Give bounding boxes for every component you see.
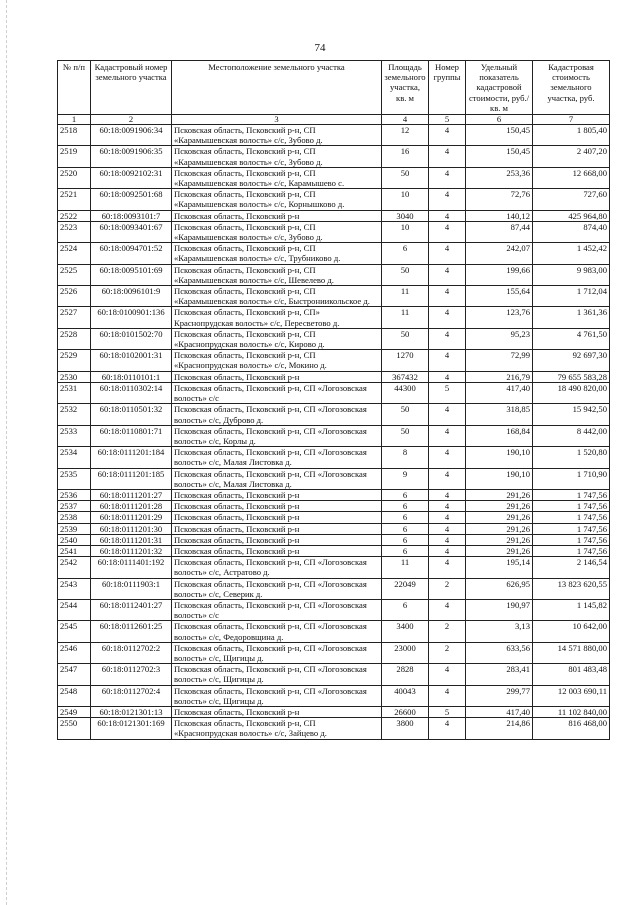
specific-value-cell: 190,10 xyxy=(466,447,533,468)
table-row xyxy=(58,350,610,371)
row-number-cell: 2526 xyxy=(58,286,91,307)
group-number-cell: 5 xyxy=(429,382,466,403)
specific-value-cell: 72,99 xyxy=(466,350,533,371)
specific-value-cell: 168,84 xyxy=(466,425,533,446)
area-cell: 26600 xyxy=(382,706,429,717)
row-number-cell: 2545 xyxy=(58,621,91,642)
header-row xyxy=(58,61,610,115)
cadastral-number-cell: 60:18:0111201:29 xyxy=(91,512,172,523)
cadastral-cost-cell: 12 003 690,11 xyxy=(533,685,610,706)
area-cell: 11 xyxy=(382,557,429,578)
row-number-cell: 2528 xyxy=(58,328,91,349)
specific-value-cell: 633,56 xyxy=(466,642,533,663)
cadastral-cost-cell: 1 747,56 xyxy=(533,501,610,512)
area-cell: 6 xyxy=(382,243,429,264)
row-number-cell: 2541 xyxy=(58,545,91,556)
row-number-cell: 2542 xyxy=(58,557,91,578)
cadastral-cost-cell: 874,40 xyxy=(533,221,610,242)
row-number-cell: 2530 xyxy=(58,371,91,382)
cadastral-number-cell: 60:18:0112601:25 xyxy=(91,621,172,642)
specific-value-cell: 291,26 xyxy=(466,523,533,534)
table-row xyxy=(58,501,610,512)
row-number-cell: 2549 xyxy=(58,706,91,717)
location-cell: Псковская область, Псковский р-н, СП «Карамышевская волость» с/с, Зубово д. xyxy=(172,146,382,167)
area-cell: 3040 xyxy=(382,210,429,221)
table-row xyxy=(58,167,610,188)
cadastral-cost-cell: 92 697,30 xyxy=(533,350,610,371)
cadastral-number-cell: 60:18:0102001:31 xyxy=(91,350,172,371)
cadastral-cost-cell: 1 747,56 xyxy=(533,523,610,534)
group-number-cell: 4 xyxy=(429,718,466,739)
cadastral-number-cell: 60:18:0111201:28 xyxy=(91,501,172,512)
location-cell: Псковская область, Псковский р-н, СП «Логозовская волость» с/с, Дуброво д. xyxy=(172,404,382,425)
location-cell: Псковская область, Псковский р-н, СП «Логозовская волость» с/с, Щигицы д. xyxy=(172,642,382,663)
row-number-cell: 2533 xyxy=(58,425,91,446)
group-number-cell: 4 xyxy=(429,167,466,188)
cadastral-cost-cell: 18 490 820,00 xyxy=(533,382,610,403)
specific-value-cell: 190,10 xyxy=(466,468,533,489)
cadastral-number-cell: 60:18:0110101:1 xyxy=(91,371,172,382)
area-cell: 16 xyxy=(382,146,429,167)
table-row xyxy=(58,382,610,403)
column-number: 2 xyxy=(91,115,172,125)
table-row xyxy=(58,468,610,489)
specific-value-cell: 190,97 xyxy=(466,599,533,620)
group-number-cell: 4 xyxy=(429,534,466,545)
specific-value-cell: 150,45 xyxy=(466,146,533,167)
table-row xyxy=(58,685,610,706)
location-cell: Псковская область, Псковский р-н, СП «Логозовская волость» с/с, Северик д. xyxy=(172,578,382,599)
cadastral-cost-cell: 425 964,80 xyxy=(533,210,610,221)
specific-value-cell: 626,95 xyxy=(466,578,533,599)
location-cell: Псковская область, Псковский р-н xyxy=(172,545,382,556)
location-cell: Псковская область, Псковский р-н xyxy=(172,512,382,523)
area-cell: 50 xyxy=(382,167,429,188)
group-number-cell: 4 xyxy=(429,447,466,468)
group-number-cell: 4 xyxy=(429,512,466,523)
table-row xyxy=(58,307,610,328)
cadastral-number-cell: 60:18:0091906:35 xyxy=(91,146,172,167)
area-cell: 40043 xyxy=(382,685,429,706)
cadastral-number-cell: 60:18:0094701:52 xyxy=(91,243,172,264)
table-row xyxy=(58,718,610,739)
table-row xyxy=(58,642,610,663)
area-cell: 6 xyxy=(382,599,429,620)
location-cell: Псковская область, Псковский р-н, СП «Краснопрудская волость» с/с, Зайцево д. xyxy=(172,718,382,739)
location-cell: Псковская область, Псковский р-н, СП «Логозовская волость» с/с, Щигицы д. xyxy=(172,685,382,706)
area-cell: 50 xyxy=(382,264,429,285)
cadastral-number-cell: 60:18:0112702:2 xyxy=(91,642,172,663)
specific-value-cell: 318,85 xyxy=(466,404,533,425)
scan-edge-line xyxy=(6,0,7,905)
cadastral-cost-cell: 1 710,90 xyxy=(533,468,610,489)
location-cell: Псковская область, Псковский р-н, СП «Логозовская волость» с/с xyxy=(172,599,382,620)
cadastral-number-cell: 60:18:0092102:31 xyxy=(91,167,172,188)
header-cadastral-cost: Кадастровая стоимость земельного участка, руб. xyxy=(533,61,610,115)
cadastral-cost-cell: 8 442,00 xyxy=(533,425,610,446)
column-number: 6 xyxy=(466,115,533,125)
cadastral-cost-cell: 1 747,56 xyxy=(533,545,610,556)
table-row xyxy=(58,210,610,221)
location-cell: Псковская область, Псковский р-н, СП «Карамышевская волость» с/с, Карамышево с. xyxy=(172,167,382,188)
area-cell: 50 xyxy=(382,328,429,349)
table-row xyxy=(58,328,610,349)
specific-value-cell: 242,07 xyxy=(466,243,533,264)
group-number-cell: 4 xyxy=(429,545,466,556)
specific-value-cell: 291,26 xyxy=(466,534,533,545)
group-number-cell: 4 xyxy=(429,307,466,328)
area-cell: 23000 xyxy=(382,642,429,663)
area-cell: 11 xyxy=(382,307,429,328)
location-cell: Псковская область, Псковский р-н, СП» Краснопрудская волость» с/с, Пересветово д. xyxy=(172,307,382,328)
table-row xyxy=(58,221,610,242)
area-cell: 6 xyxy=(382,489,429,500)
table-row xyxy=(58,534,610,545)
header-cadastral-number: Кадастровый номер земельного участка xyxy=(91,61,172,115)
specific-value-cell: 417,40 xyxy=(466,382,533,403)
location-cell: Псковская область, Псковский р-н, СП «Логозовская волость» с/с, Малая Листовка д. xyxy=(172,468,382,489)
cadastral-number-cell: 60:18:0096101:9 xyxy=(91,286,172,307)
group-number-cell: 4 xyxy=(429,599,466,620)
cadastral-number-cell: 60:18:0091906:34 xyxy=(91,125,172,146)
group-number-cell: 4 xyxy=(429,371,466,382)
cadastral-cost-cell: 2 146,54 xyxy=(533,557,610,578)
table-row xyxy=(58,125,610,146)
column-number: 1 xyxy=(58,115,91,125)
area-cell: 367432 xyxy=(382,371,429,382)
specific-value-cell: 95,23 xyxy=(466,328,533,349)
cadastral-number-cell: 60:18:0112401:27 xyxy=(91,599,172,620)
location-cell: Псковская область, Псковский р-н xyxy=(172,706,382,717)
table-row xyxy=(58,557,610,578)
table-row xyxy=(58,425,610,446)
header-no: № п/п xyxy=(58,61,91,115)
row-number-cell: 2527 xyxy=(58,307,91,328)
cadastral-cost-cell: 1 145,82 xyxy=(533,599,610,620)
specific-value-cell: 283,41 xyxy=(466,664,533,685)
cadastral-cost-cell: 11 102 840,00 xyxy=(533,706,610,717)
cadastral-number-cell: 60:18:0110501:32 xyxy=(91,404,172,425)
specific-value-cell: 214,86 xyxy=(466,718,533,739)
table-body xyxy=(58,125,610,740)
cadastral-number-cell: 60:18:0100901:136 xyxy=(91,307,172,328)
header-group: Номер группы xyxy=(429,61,466,115)
cadastral-cost-cell: 816 468,00 xyxy=(533,718,610,739)
cadastral-cost-cell: 1 520,80 xyxy=(533,447,610,468)
location-cell: Псковская область, Псковский р-н, СП «Карамышевская волость» с/с, Зубово д. xyxy=(172,221,382,242)
row-number-cell: 2529 xyxy=(58,350,91,371)
table-row xyxy=(58,706,610,717)
cadastral-cost-cell: 727,60 xyxy=(533,189,610,210)
row-number-cell: 2524 xyxy=(58,243,91,264)
cadastral-cost-cell: 1 361,36 xyxy=(533,307,610,328)
row-number-cell: 2538 xyxy=(58,512,91,523)
group-number-cell: 5 xyxy=(429,706,466,717)
area-cell: 22049 xyxy=(382,578,429,599)
row-number-cell: 2539 xyxy=(58,523,91,534)
location-cell: Псковская область, Псковский р-н, СП «Логозовская волость» с/с, Малая Листовка д. xyxy=(172,447,382,468)
location-cell: Псковская область, Псковский р-н, СП «Карамышевская волость» с/с, Зубово д. xyxy=(172,125,382,146)
area-cell: 2828 xyxy=(382,664,429,685)
group-number-cell: 4 xyxy=(429,189,466,210)
group-number-cell: 2 xyxy=(429,642,466,663)
cadastral-cost-cell: 1 747,56 xyxy=(533,512,610,523)
area-cell: 10 xyxy=(382,221,429,242)
cadastral-value-table xyxy=(57,60,610,740)
row-number-cell: 2536 xyxy=(58,489,91,500)
location-cell: Псковская область, Псковский р-н, СП «Карамышевская волость» с/с, Шевелево д. xyxy=(172,264,382,285)
specific-value-cell: 291,26 xyxy=(466,501,533,512)
cadastral-cost-cell: 1 747,56 xyxy=(533,489,610,500)
cadastral-number-cell: 60:18:0111903:1 xyxy=(91,578,172,599)
location-cell: Псковская область, Псковский р-н xyxy=(172,523,382,534)
cadastral-cost-cell: 12 668,00 xyxy=(533,167,610,188)
cadastral-number-cell: 60:18:0093101:7 xyxy=(91,210,172,221)
group-number-cell: 4 xyxy=(429,210,466,221)
cadastral-cost-cell: 79 655 583,28 xyxy=(533,371,610,382)
area-cell: 12 xyxy=(382,125,429,146)
specific-value-cell: 291,26 xyxy=(466,545,533,556)
header-area: Площадь земельного участка, кв. м xyxy=(382,61,429,115)
cadastral-number-cell: 60:18:0111201:30 xyxy=(91,523,172,534)
cadastral-number-cell: 60:18:0112702:4 xyxy=(91,685,172,706)
cadastral-cost-cell: 1 452,42 xyxy=(533,243,610,264)
area-cell: 50 xyxy=(382,425,429,446)
row-number-cell: 2525 xyxy=(58,264,91,285)
group-number-cell: 4 xyxy=(429,286,466,307)
table-row xyxy=(58,664,610,685)
row-number-cell: 2521 xyxy=(58,189,91,210)
specific-value-cell: 140,12 xyxy=(466,210,533,221)
cadastral-cost-cell: 15 942,50 xyxy=(533,404,610,425)
group-number-cell: 4 xyxy=(429,489,466,500)
table-row xyxy=(58,512,610,523)
group-number-cell: 4 xyxy=(429,664,466,685)
group-number-cell: 4 xyxy=(429,501,466,512)
group-number-cell: 2 xyxy=(429,578,466,599)
specific-value-cell: 291,26 xyxy=(466,512,533,523)
cadastral-number-cell: 60:18:0110302:14 xyxy=(91,382,172,403)
cadastral-number-cell: 60:18:0111201:184 xyxy=(91,447,172,468)
location-cell: Псковская область, Псковский р-н xyxy=(172,371,382,382)
area-cell: 3800 xyxy=(382,718,429,739)
row-number-cell: 2543 xyxy=(58,578,91,599)
cadastral-cost-cell: 4 761,50 xyxy=(533,328,610,349)
cadastral-number-cell: 60:18:0111201:31 xyxy=(91,534,172,545)
row-number-cell: 2523 xyxy=(58,221,91,242)
area-cell: 8 xyxy=(382,447,429,468)
row-number-cell: 2520 xyxy=(58,167,91,188)
specific-value-cell: 253,36 xyxy=(466,167,533,188)
specific-value-cell: 123,76 xyxy=(466,307,533,328)
table-row xyxy=(58,286,610,307)
location-cell: Псковская область, Псковский р-н, СП «Логозовская волость» с/с, Корлы д. xyxy=(172,425,382,446)
location-cell: Псковская область, Псковский р-н, СП «Карамышевская волость» с/с, Трубниково д. xyxy=(172,243,382,264)
group-number-cell: 4 xyxy=(429,243,466,264)
cadastral-number-cell: 60:18:0121301:169 xyxy=(91,718,172,739)
cadastral-number-cell: 60:18:0101502:70 xyxy=(91,328,172,349)
location-cell: Псковская область, Псковский р-н xyxy=(172,489,382,500)
cadastral-cost-cell: 1 805,40 xyxy=(533,125,610,146)
table-row xyxy=(58,578,610,599)
specific-value-cell: 299,77 xyxy=(466,685,533,706)
cadastral-cost-cell: 13 823 620,55 xyxy=(533,578,610,599)
specific-value-cell: 3,13 xyxy=(466,621,533,642)
cadastral-cost-cell: 9 983,00 xyxy=(533,264,610,285)
area-cell: 3400 xyxy=(382,621,429,642)
cadastral-cost-cell: 14 571 880,00 xyxy=(533,642,610,663)
table-row xyxy=(58,489,610,500)
cadastral-cost-cell: 10 642,00 xyxy=(533,621,610,642)
specific-value-cell: 199,66 xyxy=(466,264,533,285)
cadastral-number-cell: 60:18:0112702:3 xyxy=(91,664,172,685)
area-cell: 11 xyxy=(382,286,429,307)
area-cell: 1270 xyxy=(382,350,429,371)
area-cell: 9 xyxy=(382,468,429,489)
group-number-cell: 4 xyxy=(429,328,466,349)
group-number-cell: 4 xyxy=(429,523,466,534)
area-cell: 6 xyxy=(382,501,429,512)
row-number-cell: 2519 xyxy=(58,146,91,167)
cadastral-number-cell: 60:18:0111201:32 xyxy=(91,545,172,556)
column-number: 5 xyxy=(429,115,466,125)
area-cell: 6 xyxy=(382,545,429,556)
cadastral-number-cell: 60:18:0095101:69 xyxy=(91,264,172,285)
column-number: 7 xyxy=(533,115,610,125)
location-cell: Псковская область, Псковский р-н, СП «Краснопрудская волость» с/с, Кирово д. xyxy=(172,328,382,349)
table-row xyxy=(58,264,610,285)
group-number-cell: 4 xyxy=(429,404,466,425)
table-row xyxy=(58,371,610,382)
cadastral-number-cell: 60:18:0092501:68 xyxy=(91,189,172,210)
column-number-row xyxy=(58,115,610,125)
specific-value-cell: 216,79 xyxy=(466,371,533,382)
specific-value-cell: 417,40 xyxy=(466,706,533,717)
table-row xyxy=(58,243,610,264)
row-number-cell: 2532 xyxy=(58,404,91,425)
location-cell: Псковская область, Псковский р-н, СП «Логозовская волость» с/с, Астратово д. xyxy=(172,557,382,578)
location-cell: Псковская область, Псковский р-н xyxy=(172,501,382,512)
column-number: 3 xyxy=(172,115,382,125)
specific-value-cell: 87,44 xyxy=(466,221,533,242)
header-specific-value: Удельный показатель кадастровой стоимости, руб./кв. м xyxy=(466,61,533,115)
table-row xyxy=(58,599,610,620)
table-row xyxy=(58,146,610,167)
group-number-cell: 4 xyxy=(429,350,466,371)
cadastral-cost-cell: 2 407,20 xyxy=(533,146,610,167)
location-cell: Псковская область, Псковский р-н, СП «Краснопрудская волость» с/с, Мокино д. xyxy=(172,350,382,371)
group-number-cell: 4 xyxy=(429,264,466,285)
specific-value-cell: 195,14 xyxy=(466,557,533,578)
area-cell: 6 xyxy=(382,523,429,534)
header-location: Местоположение земельного участка xyxy=(172,61,382,115)
row-number-cell: 2546 xyxy=(58,642,91,663)
area-cell: 10 xyxy=(382,189,429,210)
location-cell: Псковская область, Псковский р-н, СП «Логозовская волость» с/с, Федоровщина д. xyxy=(172,621,382,642)
row-number-cell: 2550 xyxy=(58,718,91,739)
group-number-cell: 4 xyxy=(429,468,466,489)
row-number-cell: 2537 xyxy=(58,501,91,512)
table-row xyxy=(58,523,610,534)
group-number-cell: 2 xyxy=(429,621,466,642)
cadastral-number-cell: 60:18:0093401:67 xyxy=(91,221,172,242)
specific-value-cell: 72,76 xyxy=(466,189,533,210)
cadastral-number-cell: 60:18:0111201:27 xyxy=(91,489,172,500)
row-number-cell: 2547 xyxy=(58,664,91,685)
page-number: 74 xyxy=(314,42,326,54)
table-row xyxy=(58,621,610,642)
group-number-cell: 4 xyxy=(429,685,466,706)
row-number-cell: 2540 xyxy=(58,534,91,545)
location-cell: Псковская область, Псковский р-н, СП «Логозовская волость» с/с xyxy=(172,382,382,403)
table-row xyxy=(58,545,610,556)
table-row xyxy=(58,404,610,425)
location-cell: Псковская область, Псковский р-н xyxy=(172,210,382,221)
location-cell: Псковская область, Псковский р-н, СП «Карамышевская волость» с/с, Корнышково д. xyxy=(172,189,382,210)
area-cell: 6 xyxy=(382,534,429,545)
area-cell: 50 xyxy=(382,404,429,425)
row-number-cell: 2534 xyxy=(58,447,91,468)
group-number-cell: 4 xyxy=(429,146,466,167)
group-number-cell: 4 xyxy=(429,221,466,242)
area-cell: 44300 xyxy=(382,382,429,403)
location-cell: Псковская область, Псковский р-н, СП «Логозовская волость» с/с, Щигицы д. xyxy=(172,664,382,685)
cadastral-cost-cell: 1 747,56 xyxy=(533,534,610,545)
specific-value-cell: 150,45 xyxy=(466,125,533,146)
row-number-cell: 2518 xyxy=(58,125,91,146)
location-cell: Псковская область, Псковский р-н xyxy=(172,534,382,545)
area-cell: 6 xyxy=(382,512,429,523)
group-number-cell: 4 xyxy=(429,425,466,446)
group-number-cell: 4 xyxy=(429,125,466,146)
location-cell: Псковская область, Псковский р-н, СП «Карамышевская волость» с/с, Быстрониикольское д. xyxy=(172,286,382,307)
table-row xyxy=(58,189,610,210)
table-row xyxy=(58,447,610,468)
cadastral-cost-cell: 801 483,48 xyxy=(533,664,610,685)
row-number-cell: 2548 xyxy=(58,685,91,706)
column-number: 4 xyxy=(382,115,429,125)
cadastral-number-cell: 60:18:0111401:192 xyxy=(91,557,172,578)
row-number-cell: 2544 xyxy=(58,599,91,620)
cadastral-number-cell: 60:18:0110801:71 xyxy=(91,425,172,446)
row-number-cell: 2535 xyxy=(58,468,91,489)
specific-value-cell: 155,64 xyxy=(466,286,533,307)
specific-value-cell: 291,26 xyxy=(466,489,533,500)
row-number-cell: 2522 xyxy=(58,210,91,221)
cadastral-number-cell: 60:18:0121301:13 xyxy=(91,706,172,717)
cadastral-cost-cell: 1 712,04 xyxy=(533,286,610,307)
group-number-cell: 4 xyxy=(429,557,466,578)
cadastral-number-cell: 60:18:0111201:185 xyxy=(91,468,172,489)
row-number-cell: 2531 xyxy=(58,382,91,403)
